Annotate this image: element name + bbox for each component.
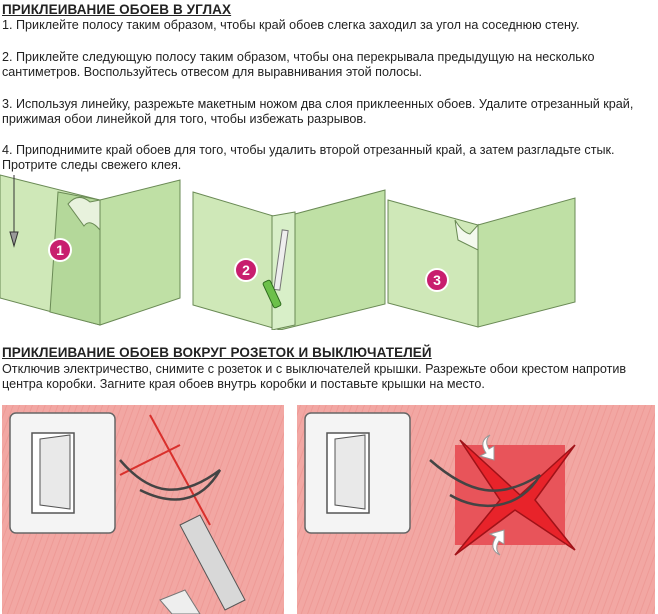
- corner-step-3-illustration: [388, 198, 575, 327]
- badge-1-label: 1: [56, 242, 64, 258]
- switch-cut-illustration: [2, 405, 284, 614]
- switch-illustrations: [0, 405, 658, 614]
- section2-text: Отключив электричество, снимите с розеток и с выключателей крышки. Разрежьте обои крестом напротив центра коробки. Загните края обоев внутрь коробки и поставьте крышки на место.: [2, 362, 627, 391]
- step-3-text: 3. Используя линейку, разрежьте макетным ножом два слоя приклеенных обоев. Удалите отрезанный край, прижимая обои линейкой для того, чтобы избежать разрывов.: [2, 97, 634, 126]
- switch-fold-illustration: [297, 405, 655, 614]
- step-2-text: 2. Приклейте следующую полосу таким образом, чтобы она перекрывала предыдущую на несколько сантиметров. Воспользуйтесь отвесом для выравнивания этой полосы.: [2, 50, 595, 79]
- step-1-text: 1. Приклейте полосу таким образом, чтобы край обоев слегка заходил за угол на соседнюю стену.: [2, 18, 580, 32]
- section2-heading: ПРИКЛЕИВАНИЕ ОБОЕВ ВОКРУГ РОЗЕТОК И ВЫКЛЮЧАТЕЛЕЙ: [2, 345, 432, 360]
- corner-illustrations: [0, 170, 658, 330]
- step-4-text: 4. Приподнимите край обоев для того, чтобы удалить второй отрезанный край, а затем разгладьте стык. Протрите следы свежего клея.: [2, 143, 615, 172]
- section1-heading: ПРИКЛЕИВАНИЕ ОБОЕВ В УГЛАХ: [2, 2, 232, 17]
- corner-step-1-illustration: [0, 175, 180, 325]
- corner-step-2-illustration: [193, 190, 385, 330]
- badge-2-label: 2: [242, 262, 250, 278]
- badge-3-label: 3: [433, 272, 441, 288]
